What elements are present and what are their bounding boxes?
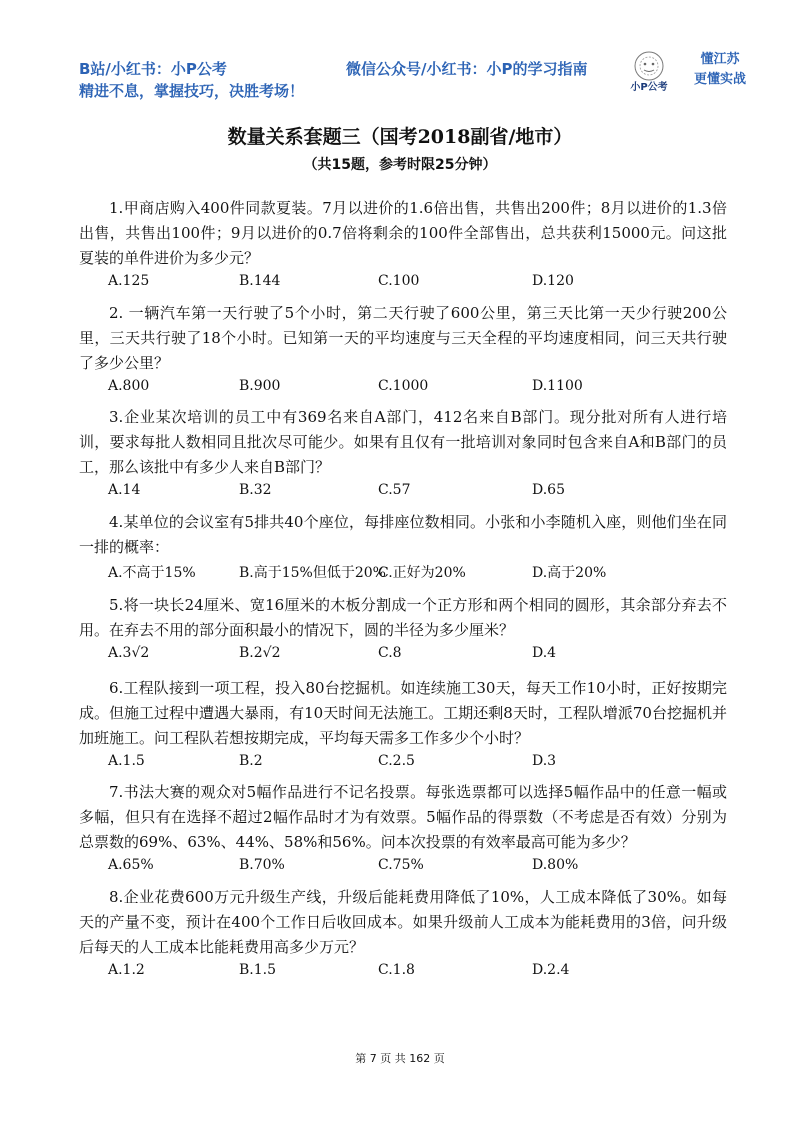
option-c: C.2.5 — [378, 753, 415, 769]
question-stem: 8.企业花费600万元升级生产线，升级后能耗费用降低了10%，人工成本降低了30%。如每天的产量不变，预计在400个工作日后收回成本。如果升级前人工成本为能耗费用的3倍，问升级后每天的人工成本比能耗费用高多少万元？ — [79, 888, 727, 956]
question-stem: 6.工程队接到一项工程，投入80台挖掘机。如连续施工30天，每天工作10小时，正好按期完成。但施工过程中遭遇大暴雨，有10天时间无法施工。工期还剩8天时，工程队增派70台挖掘机并加班施工。问工程队若想按期完成，平均每天需多工作多少个小时？ — [79, 679, 727, 747]
question-1 — [79, 196, 727, 295]
option-c: C.75% — [378, 857, 424, 873]
page-footer: 第 7 页 共 162 页 — [355, 1052, 445, 1065]
option-d: D.1100 — [532, 378, 583, 394]
slogan-line1: 懂江苏 — [700, 52, 740, 67]
option-a: A.3√2 — [108, 645, 150, 661]
option-b: B.1.5 — [239, 962, 277, 978]
header-left-line2: 精进不息，掌握技巧，决胜考场！ — [79, 82, 305, 100]
option-d: D.2.4 — [532, 962, 570, 978]
question-stem: 5.将一块长24厘米、宽16厘米的木板分割成一个正方形和两个相同的圆形，其余部分弃去不用。在弃去不用的部分面积最小的情况下，圆的半径为多少厘米？ — [79, 596, 727, 639]
option-c: C.1000 — [378, 378, 429, 394]
option-b: B.2√2 — [239, 645, 281, 661]
option-a: A.125 — [108, 273, 150, 289]
option-b: B.144 — [239, 273, 281, 289]
option-a: A.800 — [108, 378, 150, 394]
question-4 — [79, 510, 727, 584]
options-row — [79, 643, 727, 667]
option-d: D.80% — [532, 857, 579, 873]
option-c: C.8 — [378, 645, 402, 661]
options-row — [79, 271, 727, 295]
question-3 — [79, 405, 727, 504]
question-6 — [79, 676, 727, 775]
option-b: B.2 — [239, 753, 263, 769]
question-stem: 1.甲商店购入400件同款夏装。7月以进价的1.6倍出售，共售出200件；8月以进价的1.3倍出售，共售出100件；9月以进价的0.7倍将剩余的100件全部售出，总共获利15000元。问这批夏装的单件进价为多少元？ — [79, 199, 727, 267]
options-row — [79, 560, 727, 584]
question-stem: 4.某单位的会议室有5排共40个座位，每排座位数相同。小张和小李随机入座，则他们坐在同一排的概率： — [79, 513, 727, 556]
option-d: D.3 — [532, 753, 557, 769]
question-stem: 2. 一辆汽车第一天行驶了5个小时，第二天行驶了600公里，第三天比第一天少行驶200公里，三天共行驶了18个小时。已知第一天的平均速度与三天全程的平均速度相同，问三天共行驶了多少公里？ — [79, 304, 727, 372]
option-d: D.高于20% — [532, 565, 607, 581]
option-b: B.900 — [239, 378, 281, 394]
question-2 — [79, 301, 727, 400]
slogan-line2: 更懂实战 — [693, 72, 746, 87]
option-c: C.100 — [378, 273, 420, 289]
logo-text: 小P公考 — [630, 82, 668, 93]
question-7 — [79, 780, 727, 879]
question-stem: 7.书法大赛的观众对5幅作品进行不记名投票。每张选票都可以选择5幅作品中的任意一幅或多幅，但只有在选择不超过2幅作品时才为有效票。5幅作品的得票数（不考虑是否有效）分别为总票数的69%、63%、44%、58%和56%。问本次投票的有效率最高可能为多少？ — [79, 783, 727, 851]
options-row — [79, 480, 727, 504]
options-row — [79, 376, 727, 400]
option-c: C.正好为20% — [378, 565, 466, 581]
option-c: C.57 — [378, 482, 411, 498]
option-a: A.1.2 — [108, 962, 145, 978]
page-title: 数量关系套题三（国考2018副省/地市） — [227, 126, 573, 148]
option-a: A.不高于15% — [108, 565, 196, 581]
options-row — [79, 960, 727, 984]
question-5 — [79, 593, 727, 667]
option-a: A.65% — [108, 857, 154, 873]
option-c: C.1.8 — [378, 962, 415, 978]
options-row — [79, 751, 727, 775]
option-b: B.32 — [239, 482, 272, 498]
option-d: D.4 — [532, 645, 557, 661]
header-mid: 微信公众号/小红书：小P的学习指南 — [346, 60, 588, 78]
slogan — [680, 50, 760, 90]
question-8 — [79, 885, 727, 984]
page-subtitle: （共15题，参考时限25分钟） — [303, 157, 497, 173]
option-a: A.14 — [108, 482, 141, 498]
question-stem: 3.企业某次培训的员工中有369名来自A部门，412名来自B部门。现分批对所有人进行培训，要求每批人数相同且批次尽可能少。如果有且仅有一批培训对象同时包含来自A和B部门的员工，那么该批中有多少人来自B部门？ — [79, 408, 727, 476]
header-left — [79, 58, 304, 102]
option-d: D.65 — [532, 482, 565, 498]
option-a: A.1.5 — [108, 753, 145, 769]
option-b: B.高于15%但低于20% — [239, 565, 386, 581]
option-b: B.70% — [239, 857, 285, 873]
options-row — [79, 855, 727, 879]
header-left-line1: B站/小红书：小P公考 — [79, 60, 227, 78]
option-d: D.120 — [532, 273, 574, 289]
